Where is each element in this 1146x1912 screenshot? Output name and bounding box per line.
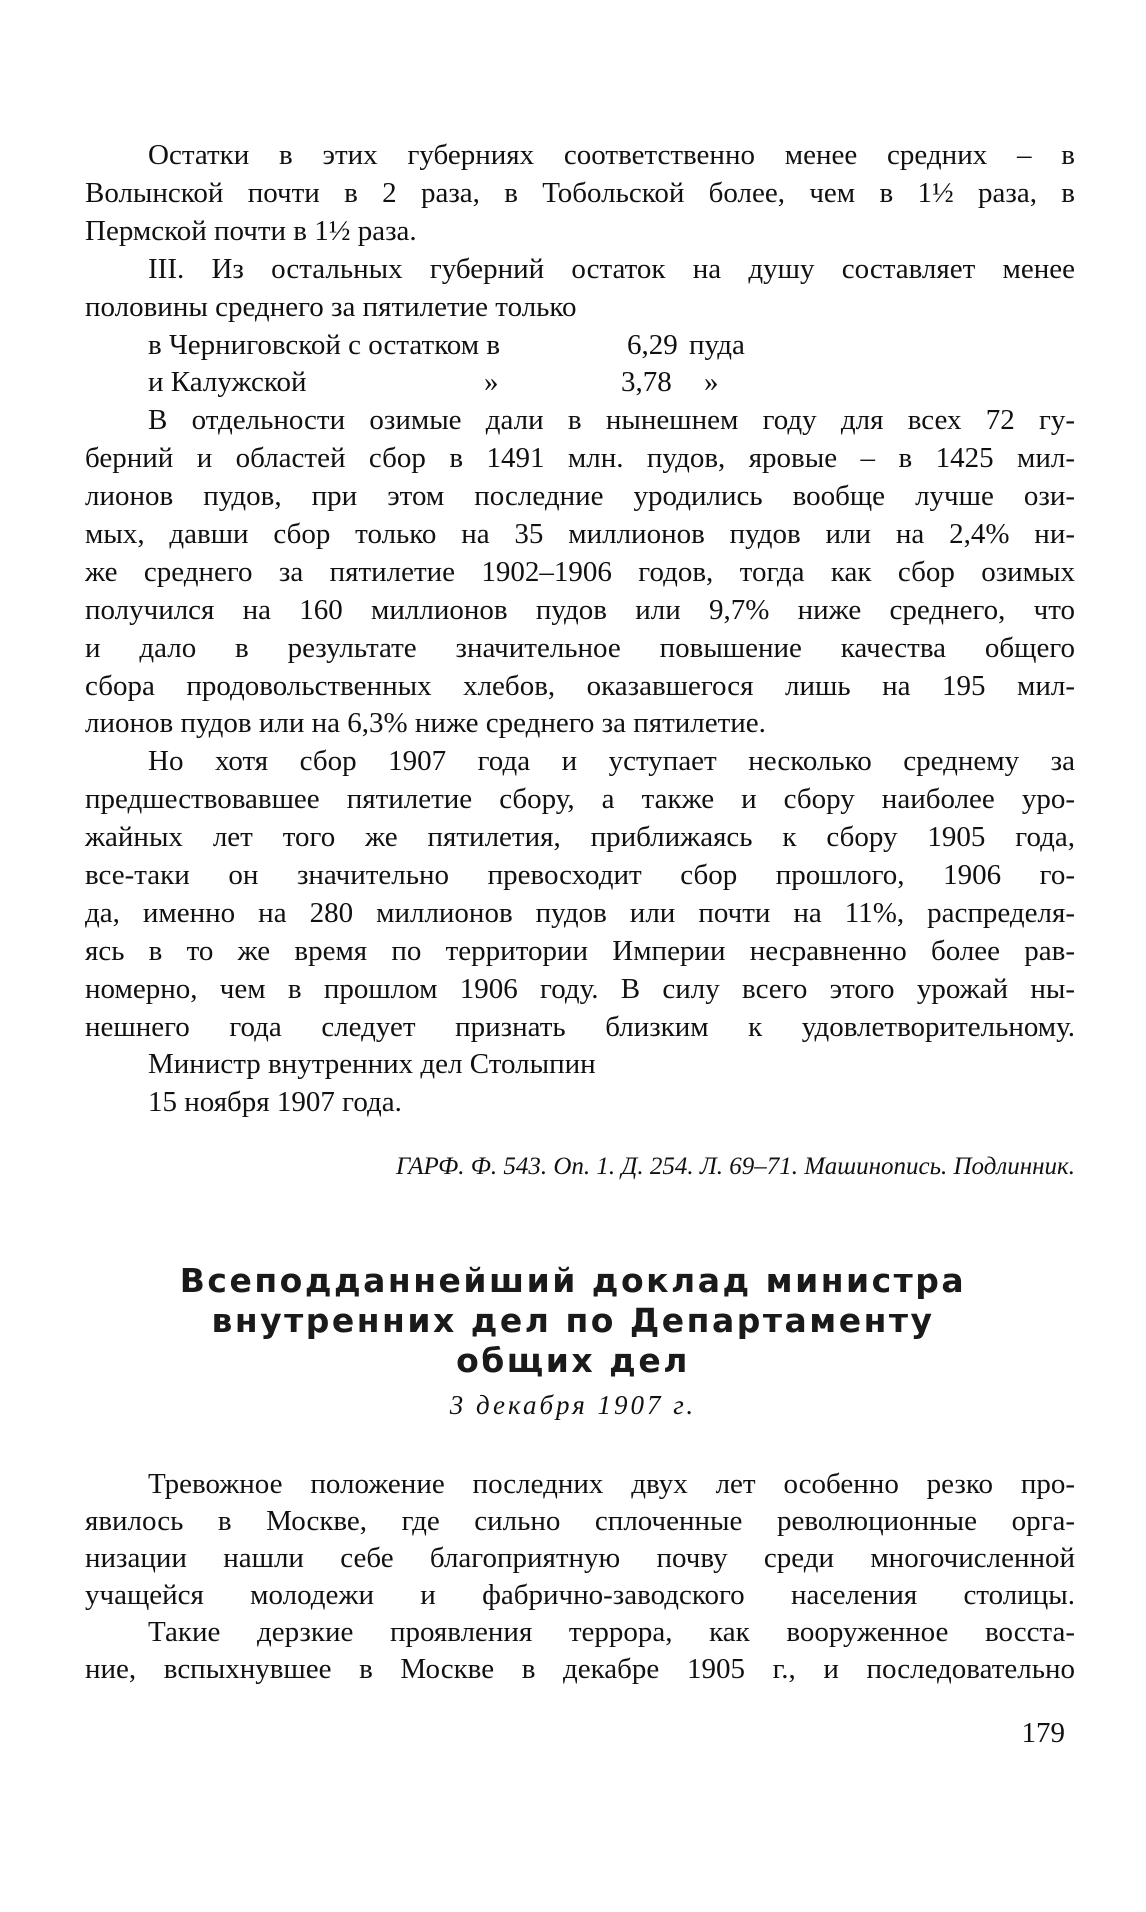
table-row-value: 3,78 — [621, 366, 672, 399]
page-number: 179 — [1021, 1717, 1065, 1749]
residue-table — [85, 327, 1075, 403]
text-line: низации нашли себе благоприятную почву среди многочисленной — [85, 1542, 1075, 1574]
text-line: лионов пудов или на 6,3% ниже среднего за пятилетие. — [85, 707, 766, 740]
table-row-name: в Черниговской с остатком в — [148, 328, 501, 361]
text-line: жайных лет того же пятилетия, приближаясь к сбору 1905 года, — [85, 821, 1075, 854]
text-block-2 — [85, 402, 1075, 1122]
table-row-name: и Калужской — [148, 366, 307, 399]
text-line: половины среднего за пятилетие только — [85, 290, 577, 323]
text-line: номерно, чем в прошлом 1906 году. В силу всего этого урожай ны- — [85, 972, 1075, 1005]
text-block-1 — [85, 137, 1075, 326]
table-row-unit: » — [704, 366, 719, 399]
text-line: явилось в Москве, где сильно сплоченные революционные орга- — [85, 1505, 1075, 1537]
table-row-unit: пуда — [689, 328, 745, 361]
text-line: предшествовавшее пятилетие сбору, а также и сбору наиболее уро- — [85, 783, 1075, 816]
text-line: нешнего года следует признать близким к удовлетворительному. — [85, 1010, 1075, 1043]
table-row-mark: » — [484, 366, 499, 399]
text-line: и дало в результате значительное повышение качества общего — [85, 631, 1075, 664]
text-line: 15 ноября 1907 года. — [148, 1086, 402, 1119]
text-line: же среднего за пятилетие 1902–1906 годов, тогда как сбор озимых — [85, 555, 1075, 588]
text-line: Волынской почти в 2 раза, в Тобольской более, чем в 1½ раза, в — [85, 176, 1075, 209]
archival-source: ГАРФ. Ф. 543. Оп. 1. Д. 254. Л. 69–71. Машинопись. Подлинник. — [395, 1153, 1075, 1180]
text-line: все-таки он значительно превосходит сбор прошлого, 1906 го- — [85, 858, 1075, 891]
document-date: 3 декабря 1907 г. — [449, 1390, 697, 1420]
text-line: Но хотя сбор 1907 года и уступает несколько среднему за — [148, 745, 1075, 778]
text-line: ясь в то же время по территории Империи несравненно более рав- — [85, 934, 1075, 967]
text-line: учащейся молодежи и фабрично-заводского населения столицы. — [85, 1579, 1075, 1611]
text-line: мых, давши сбор только на 35 миллионов пудов или на 2,4% ни- — [85, 517, 1075, 550]
text-line: Пермской почти в 1½ раза. — [85, 214, 417, 247]
text-line: Тревожное положение последних двух лет особенно резко про- — [148, 1468, 1075, 1500]
document-title-line: общих дел — [456, 1341, 690, 1380]
text-line: ние, вспыхнувшее в Москве в декабре 1905 г., и последовательно — [85, 1653, 1075, 1685]
text-line: Такие дерзкие проявления террора, как вооруженное восста- — [148, 1616, 1075, 1648]
text-line: лионов пудов, при этом последние уродились вообще лучше ози- — [85, 480, 1075, 513]
text-line: В отдельности озимые дали в нынешнем году для всех 72 гу- — [148, 404, 1075, 437]
text-line: Остатки в этих губерниях соответственно менее средних – в — [148, 139, 1075, 171]
table-row — [85, 364, 1075, 402]
table-row-value: 6,29 — [627, 328, 678, 361]
document-title-line: Всеподданнейший доклад министра — [179, 1261, 967, 1300]
text-block-3 — [85, 1466, 1075, 1688]
table-row — [85, 327, 1075, 365]
text-line: сбора продовольственных хлебов, оказавшегося лишь на 195 мил- — [85, 669, 1075, 702]
text-line: Министр внутренних дел Столыпин — [148, 1048, 596, 1081]
text-line: берний и областей сбор в 1491 млн. пудов, яровые – в 1425 мил- — [85, 442, 1075, 475]
text-line: да, именно на 280 миллионов пудов или почти на 11%, распределя- — [85, 896, 1075, 929]
text-line: получился на 160 миллионов пудов или 9,7% ниже среднего, что — [85, 593, 1075, 626]
document-title-line: внутренних дел по Департаменту — [211, 1301, 935, 1340]
text-line: III. Из остальных губерний остаток на душу составляет менее — [148, 252, 1075, 285]
